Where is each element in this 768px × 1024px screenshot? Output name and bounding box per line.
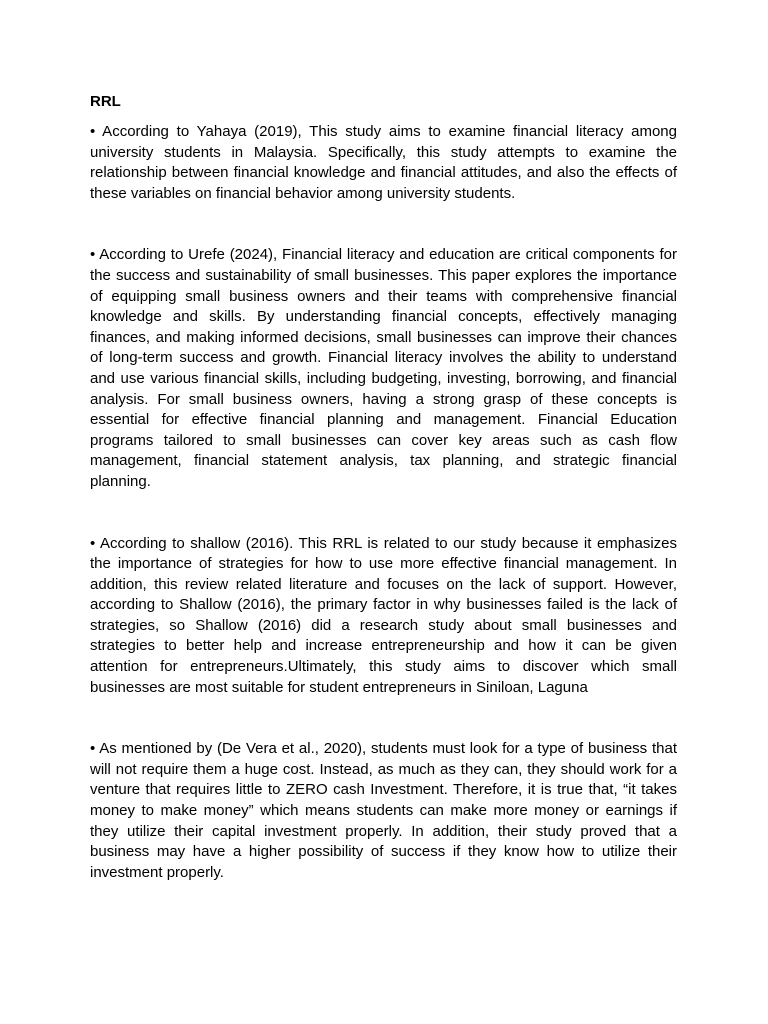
paragraph-spacer xyxy=(90,493,677,534)
paragraph-spacer xyxy=(90,698,677,739)
rrl-paragraph-urefe: • According to Urefe (2024), Financial literacy and education are critical components for the success and sustainability of small businesses. This paper explores the importance of equipping small business owners and their teams with comprehensive financial knowledge and skills. By understanding financial concepts, effectively managing finances, and making informed decisions, small businesses can improve their chances of long-term success and growth. Financial literacy involves the ability to understand and use various financial skills, including budgeting, investing, borrowing, and financial analysis. For small business owners, having a strong grasp of these concepts is essential for effective financial planning and management. Financial Education programs tailored to small businesses can cover key areas such as cash flow management, financial statement analysis, tax planning, and strategic financial planning. xyxy=(90,246,677,490)
rrl-paragraph-yahaya: • According to Yahaya (2019), This study aims to examine financial literacy among university students in Malaysia. Specifically, this study attempts to examine the relationship between financial knowledge and financial attitudes, and also the effects of these variables on financial behavior among university students. xyxy=(90,123,677,202)
document-heading: RRL xyxy=(90,93,121,110)
rrl-paragraph-shallow: • According to shallow (2016). This RRL is related to our study because it emphasizes the importance of strategies for how to use more effective financial management. In addition, this review related literature and focuses on the lack of support. However, according to Shallow (2016), the primary factor in why businesses failed is the lack of strategies, so Shallow (2016) did a research study about small businesses and strategies to better help and increase entrepreneurship and how it can be given attention for entrepreneurs.Ultimately, this study aims to discover which small businesses are most suitable for student entrepreneurs in Siniloan, Laguna xyxy=(90,534,677,696)
paragraph-spacer xyxy=(90,204,677,245)
document-page xyxy=(90,92,677,883)
rrl-paragraph-de-vera: • As mentioned by (De Vera et al., 2020), students must look for a type of business that will not require them a huge cost. Instead, as much as they can, they should work for a venture that requires little to ZERO cash Investment. Therefore, it is true that, “it takes money to make money” which means students can make more money or earnings if they utilize their capital investment properly. In addition, their study proved that a business may have a higher possibility of success if they know how to utilize their investment properly. xyxy=(90,740,677,881)
